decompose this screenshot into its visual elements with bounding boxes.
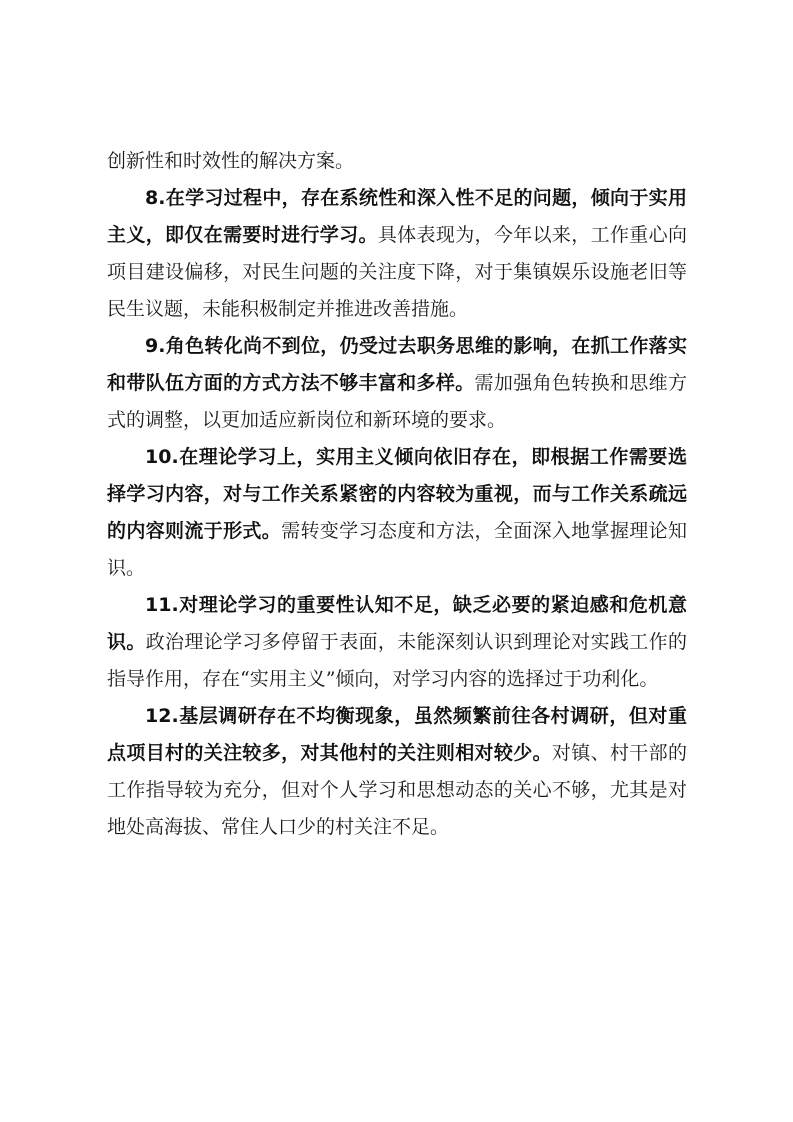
paragraph-text: 具体表现为，今年以来，工作重心向项目建设偏移，对民生问题的关注度下降，对于集镇娱乐设施老旧等民生议题，未能积极制定并推进改善措施。 — [107, 224, 687, 320]
paragraph-text: 对镇、村干部的工作指导较为充分，但对个人学习和思想动态的关心不够，尤其是对地处高海拔、常住人口少的村关注不足。 — [107, 742, 687, 838]
paragraph-item-9 — [107, 328, 687, 439]
paragraph-text: 需转变学习态度和方法，全面深入地掌握理论知识。 — [107, 520, 687, 579]
paragraph-heading-text: 11.对理论学习的重要性认知不足，缺乏必要的紧迫感和危机意识。 — [107, 594, 687, 653]
paragraph-item-12 — [107, 698, 687, 846]
paragraph-heading-text: 12.基层调研存在不均衡现象，虽然频繁前往各村调研，但对重点项目村的关注较多，对其他村的关注则相对较少。 — [107, 705, 687, 764]
paragraph-text: 需加强角色转换和思维方式的调整，以更加适应新岗位和新环境的要求。 — [107, 372, 687, 431]
paragraph-heading-text: 8.在学习过程中，存在系统性和深入性不足的问题，倾向于实用主义，即仅在需要时进行学习。 — [107, 187, 687, 246]
paragraph-heading-text: 9.角色转化尚不到位，仍受过去职务思维的影响，在抓工作落实和带队伍方面的方式方法不够丰富和多样。 — [107, 335, 687, 394]
paragraph-heading-text: 10.在理论学习上，实用主义倾向依旧存在，即根据工作需要选择学习内容，对与工作关系紧密的内容较为重视，而与工作关系疏远的内容则流于形式。 — [107, 446, 687, 542]
paragraph-text: 创新性和时效性的解决方案。 — [107, 150, 355, 172]
paragraph-item-10 — [107, 439, 687, 587]
paragraph-text: 政治理论学习多停留于表面，未能深刻认识到理论对实践工作的指导作用，存在“实用主义”倾向，对学习内容的选择过于功利化。 — [107, 631, 687, 690]
paragraph-continuation — [107, 143, 687, 180]
paragraph-item-11 — [107, 587, 687, 698]
paragraph-item-8 — [107, 180, 687, 328]
document-body — [107, 143, 687, 846]
